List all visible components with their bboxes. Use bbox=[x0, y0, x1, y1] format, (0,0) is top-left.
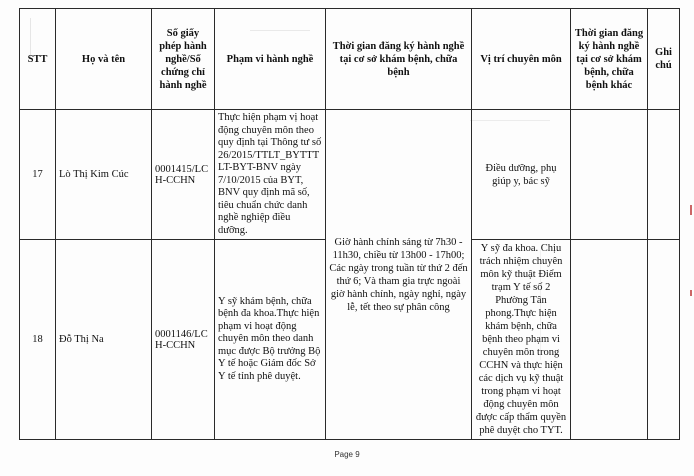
cell-ho-ten: Đỗ Thị Na bbox=[56, 240, 152, 440]
table-header-row bbox=[20, 9, 680, 110]
cell-pham-vi: Thực hiện phạm vị hoạt động chuyên môn theo quy định tại Thông tư số 26/2015/TTLT_BYTTTLT-BYT-BNV ngày 7/10/2015 của BYT, BNV quy định mã số, tiêu chuẩn chức danh nghề nghiệp điều dưỡng. bbox=[215, 110, 326, 240]
cell-ho-ten: Lò Thị Kim Cúc bbox=[56, 110, 152, 240]
header-thoi-gian-khac: Thời gian đăng ký hành nghề tại cơ sở khám bệnh, chữa bệnh khác bbox=[571, 9, 648, 110]
cell-shared-schedule: Giờ hành chính sáng từ 7h30 - 11h30, chiều từ 13h00 - 17h00; Các ngày trong tuần từ thứ 2 đến thứ 6; Và tham gia trực ngoài giờ hành chính, ngày nghỉ, ngày lễ, tết theo sự phân công bbox=[326, 110, 472, 440]
header-ghi-chu: Ghi chú bbox=[648, 9, 680, 110]
cell-vi-tri: Điều dưỡng, phụ giúp y, bác sỹ bbox=[472, 110, 571, 240]
cell-stt: 17 bbox=[20, 110, 56, 240]
staff-registration-table bbox=[19, 8, 680, 440]
cell-ghi-chu bbox=[648, 240, 680, 440]
header-so-giay-phep: Số giấy phép hành nghề/Số chứng chỉ hành nghề bbox=[152, 9, 215, 110]
cell-so-giay-phep: 0001415/LCH-CCHN bbox=[152, 110, 215, 240]
cell-ghi-chu bbox=[648, 110, 680, 240]
page-number: Page 9 bbox=[334, 450, 360, 459]
header-stt: STT bbox=[20, 9, 56, 110]
scan-edge-mark bbox=[690, 290, 692, 296]
table-row bbox=[20, 110, 680, 240]
cell-thoi-gian-khac bbox=[571, 110, 648, 240]
cell-pham-vi: Y sỹ khám bệnh, chữa bệnh đa khoa.Thực hiện phạm vi hoạt động chuyên môn theo danh mục được Bộ trưởng Bộ Y tế hoặc Giám đốc Sở Y tế tỉnh phê duyệt. bbox=[215, 240, 326, 440]
header-pham-vi: Phạm vi hành nghề bbox=[215, 9, 326, 110]
header-ho-ten: Họ và tên bbox=[56, 9, 152, 110]
cell-so-giay-phep: 0001146/LCH-CCHN bbox=[152, 240, 215, 440]
header-thoi-gian-dang-ky: Thời gian đăng ký hành nghề tại cơ sở khám bệnh, chữa bệnh bbox=[326, 9, 472, 110]
cell-vi-tri: Y sỹ đa khoa. Chịu trách nhiệm chuyên môn kỹ thuật Điểm trạm Y tế số 2 Phường Tân phong.Thực hiện khám bệnh, chữa bệnh theo phạm vi chuyên môn trong CCHN và thực hiện các dịch vụ kỹ thuật trong phạm vi hoạt động chuyên môn được cấp thẩm quyền phê duyệt cho TYT. bbox=[472, 240, 571, 440]
header-vi-tri: Vị trí chuyên môn bbox=[472, 9, 571, 110]
cell-stt: 18 bbox=[20, 240, 56, 440]
cell-thoi-gian-khac bbox=[571, 240, 648, 440]
scan-edge-mark bbox=[690, 205, 692, 215]
